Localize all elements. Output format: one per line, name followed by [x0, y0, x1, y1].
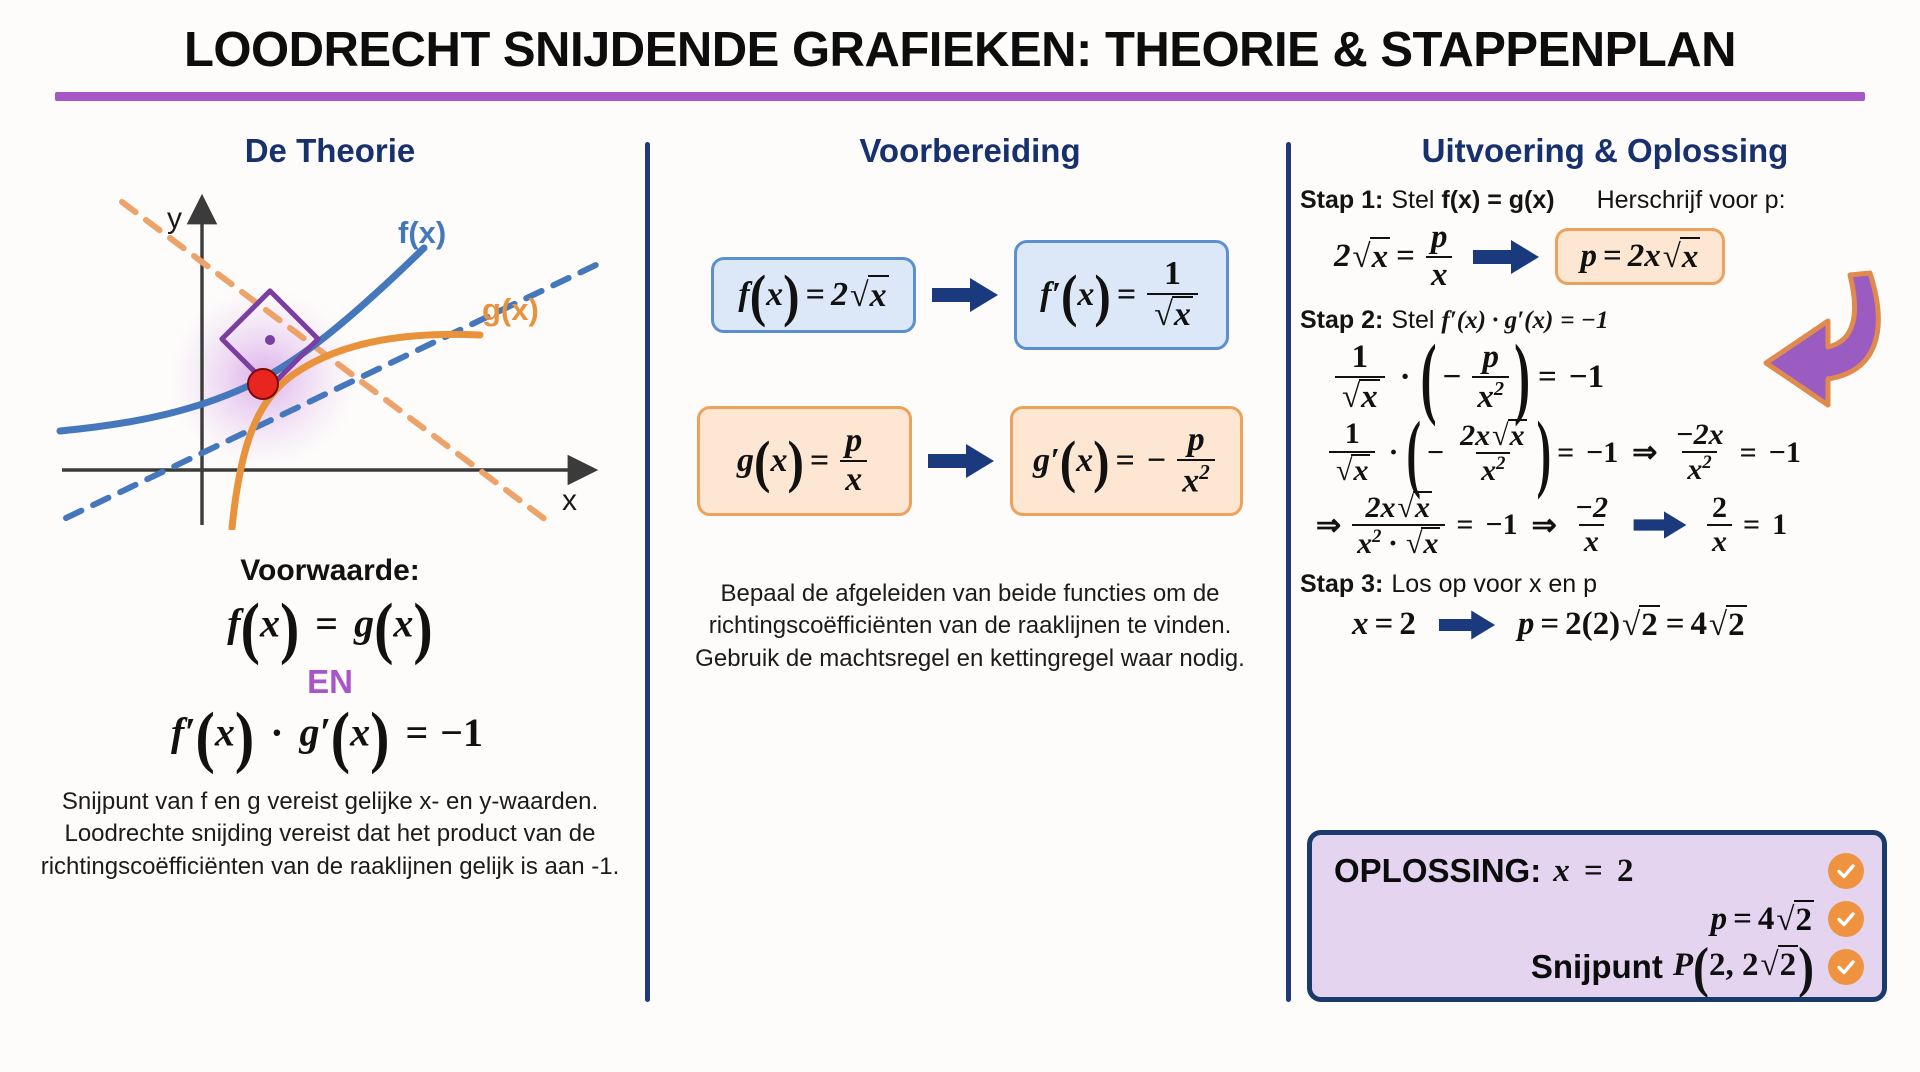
check-icon-2 — [1828, 901, 1864, 937]
column-heading-preparation: Voorbereiding — [859, 132, 1081, 169]
step2-body — [1300, 327, 1910, 561]
solution-label: OPLOSSING: — [1334, 852, 1542, 889]
theory-graph — [50, 180, 610, 540]
solution-row-3 — [1334, 935, 1864, 999]
step2-equation-2: 1 √ x · ( − $\frac{2x √ x}{x^2}$ ) = −1 ⇒ $\frac{-2x}{x^2}$ = −1 — [1324, 419, 1910, 487]
prep-row-g — [660, 406, 1280, 516]
title-block — [50, 22, 1870, 101]
solution-line-3: Snijpunt P(2, 2 √ 2) — [1531, 940, 1814, 995]
solution-line-3-label: Snijpunt — [1530, 948, 1663, 985]
curve-label-f: f(x) — [398, 215, 447, 250]
column-divider-1 — [645, 142, 650, 1002]
step3-header — [1300, 570, 1910, 599]
condition-label: Voorwaarde: — [240, 554, 420, 587]
check-icon-1 — [1828, 853, 1864, 889]
formula-box-g-prime: g′ ( x ) = − $\frac{p}{x^2}$ — [1010, 406, 1243, 516]
column-heading-theory: De Theorie — [244, 132, 416, 169]
solution-box — [1307, 830, 1887, 1002]
formula-box-g: g ( x ) = $\frac{p}{x}$ — [697, 406, 912, 516]
step1-result-box: p = 2x √ x — [1555, 228, 1725, 285]
column-heading-execution: Uitvoering & Oplossing — [1421, 132, 1789, 169]
solution-line-2: p = 4 √ 2 — [1711, 900, 1814, 939]
arrow-icon-step1 — [1471, 237, 1541, 277]
solution-row-2 — [1334, 895, 1864, 943]
y-axis-label: y — [167, 202, 182, 235]
solution-line-1: OPLOSSING: x = 2 — [1334, 852, 1634, 889]
preparation-body-text: Bepaal de afgeleiden van beide functies om de richtingscoëfficiënten van de raaklijnen te vinden. Gebruik de machtsregel en kettingregel waar nodig. — [695, 580, 1245, 672]
step1-header — [1300, 186, 1910, 215]
x-axis-label: x — [562, 484, 577, 517]
column-divider-2 — [1286, 142, 1291, 1002]
right-angle-dot — [265, 335, 275, 345]
step3-text: Los op voor x en p — [1391, 570, 1598, 598]
formula-box-f: f ( x ) = 2 √ x — [711, 257, 916, 333]
step2-label: Stap 2: — [1300, 306, 1384, 335]
step3-equation: x = 2 p = 2(2) √ 2 = 4 √ 2 — [1352, 605, 1910, 644]
curved-arrow-icon — [1692, 267, 1892, 457]
column-preparation — [660, 132, 1280, 1037]
curve-label-g: g(x) — [482, 292, 539, 327]
arrow-icon-step2 — [1630, 509, 1690, 541]
condition-connector: EN — [307, 663, 353, 700]
step1-text: Stel f(x) = g(x) — [1391, 186, 1555, 214]
arrow-icon-f — [930, 275, 1000, 315]
check-icon-3 — [1828, 949, 1864, 985]
step2-text: Stel f′(x) · g′(x) = −1 — [1391, 306, 1609, 335]
step1-rewrite-label: Herschrijf voor p: — [1596, 186, 1786, 214]
title-underline — [55, 92, 1865, 101]
condition-equation-1: f(x) = g(x) — [227, 589, 433, 666]
step3-label: Stap 3: — [1300, 570, 1384, 598]
step1-equation: 2 √ x = $\frac{p}{x}$ — [1334, 221, 1457, 292]
graph-svg — [50, 180, 610, 530]
solution-row-1 — [1334, 847, 1864, 895]
formula-box-f-prime: f′ ( x ) = 1 √ x — [1014, 240, 1229, 350]
arrow-icon-step3 — [1436, 608, 1498, 642]
condition-equation-2: f′(x) · g′(x) = −1 — [170, 698, 484, 775]
step1-label: Stap 1: — [1300, 186, 1384, 214]
arrow-icon-g — [926, 441, 996, 481]
intersection-point — [248, 369, 278, 399]
column-theory — [20, 132, 640, 1037]
page-title: LOODRECHT SNIJDENDE GRAFIEKEN: THEORIE & STAPPENPLAN — [183, 23, 1737, 77]
step2-equation-3: ⇒ $\frac{2x √ x}{x^2 \cdot √ x}$ = −1 ⇒ $\frac{-2}{x}$ $\frac{2}{x}$ = 1 — [1310, 491, 1910, 560]
prep-row-f — [660, 240, 1280, 350]
theory-body-text: Snijpunt van f en g vereist gelijke x- en y-waarden. Loodrechte snijding vereist dat het product van de richtingscoëfficiënten van de raaklijnen gelijk is aan -1. — [40, 788, 620, 880]
step2-equation-1: 1 √ x · ( − $\frac{p}{x^2}$ ) = −1 — [1330, 341, 1910, 414]
